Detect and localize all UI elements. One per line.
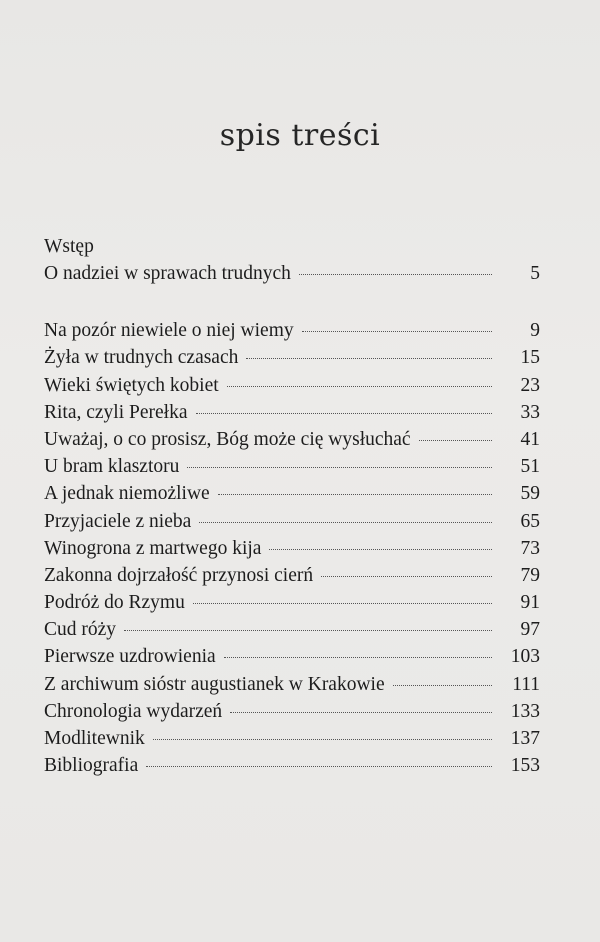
toc-entry bbox=[44, 671, 540, 698]
toc-entry-title: A jednak niemożliwe bbox=[44, 483, 210, 505]
toc-entry bbox=[44, 344, 540, 371]
dot-leader bbox=[196, 413, 493, 414]
toc-entry-page-number: 137 bbox=[510, 728, 540, 749]
dot-leader bbox=[302, 331, 492, 332]
dot-leader bbox=[269, 549, 492, 550]
toc-entry-title: U bram klasztoru bbox=[44, 456, 180, 478]
toc-entry-title: Pierwsze uzdrowienia bbox=[44, 646, 216, 668]
toc-entry bbox=[44, 508, 540, 535]
intro-heading: Wstęp bbox=[44, 236, 94, 257]
toc-entry bbox=[44, 372, 540, 399]
toc-entry bbox=[44, 562, 540, 589]
dot-leader bbox=[321, 576, 492, 577]
dot-leader bbox=[153, 739, 492, 740]
intro-entries bbox=[44, 260, 540, 287]
toc-entry-title: Cud róży bbox=[44, 619, 117, 641]
toc-entry-title: Zakonna dojrzałość przynosi cierń bbox=[44, 564, 314, 586]
toc-entry-title: Żyła w trudnych czasach bbox=[44, 347, 239, 369]
toc-entry-title: O nadziei w sprawach trudnych bbox=[44, 263, 291, 284]
dot-leader bbox=[299, 274, 492, 275]
toc-entry bbox=[44, 589, 540, 616]
toc-entry-page-number: 111 bbox=[512, 673, 540, 695]
toc-entry-title: Przyjaciele z nieba bbox=[44, 510, 192, 532]
section-gap bbox=[44, 287, 540, 317]
toc-entry-title: Uważaj, o co prosisz, Bóg może cię wysłuchać bbox=[44, 428, 411, 450]
toc-entry-page-number: 33 bbox=[520, 401, 540, 423]
toc-entry-title: Wieki świętych kobiet bbox=[44, 374, 219, 396]
dot-leader bbox=[393, 685, 492, 686]
toc-entry bbox=[44, 535, 540, 562]
toc-entry-title: Bibliografia bbox=[44, 755, 139, 777]
dot-leader bbox=[246, 358, 492, 359]
toc-entry-title: Chronologia wydarzeń bbox=[44, 700, 223, 722]
toc-entry bbox=[44, 698, 540, 725]
toc-entry-title: Winogrona z martwego kija bbox=[44, 537, 262, 559]
chapter-entries bbox=[44, 317, 540, 779]
toc-entry-page-number: 15 bbox=[520, 347, 540, 369]
toc-entry bbox=[44, 426, 540, 453]
toc-entry bbox=[44, 616, 540, 643]
toc-entry-title: Z archiwum sióstr augustianek w Krakowie bbox=[44, 673, 385, 695]
toc-entry-page-number: 133 bbox=[510, 700, 540, 722]
toc-entry-page-number: 23 bbox=[520, 374, 540, 396]
dot-leader bbox=[199, 522, 492, 523]
table-of-contents bbox=[44, 233, 540, 779]
dot-leader bbox=[146, 766, 492, 767]
toc-entry-title: Na pozór niewiele o niej wiemy bbox=[44, 320, 294, 342]
toc-entry bbox=[44, 752, 540, 779]
dot-leader bbox=[419, 440, 492, 441]
dot-leader bbox=[124, 630, 492, 631]
dot-leader bbox=[230, 712, 492, 713]
dot-leader bbox=[227, 386, 492, 387]
toc-entry-title: Rita, czyli Perełka bbox=[44, 401, 188, 423]
toc-entry bbox=[44, 260, 540, 287]
dot-leader bbox=[224, 657, 492, 658]
toc-entry-page-number: 73 bbox=[520, 537, 540, 559]
toc-entry-page-number: 65 bbox=[520, 510, 540, 532]
toc-entry-page-number: 97 bbox=[520, 619, 540, 641]
toc-entry bbox=[44, 317, 540, 344]
toc-entry bbox=[44, 399, 540, 426]
toc-entry bbox=[44, 453, 540, 480]
toc-entry-page-number: 51 bbox=[520, 456, 540, 478]
toc-entry-page-number: 59 bbox=[520, 483, 540, 505]
toc-entry-page-number: 91 bbox=[520, 592, 540, 614]
toc-entry-page-number: 9 bbox=[530, 320, 540, 342]
toc-entry-page-number: 41 bbox=[520, 428, 540, 450]
toc-entry-page-number: 79 bbox=[520, 564, 540, 586]
toc-entry-page-number: 103 bbox=[510, 646, 540, 668]
page-title: spis treści bbox=[219, 118, 381, 153]
toc-entry bbox=[44, 480, 540, 507]
toc-entry-page-number: 153 bbox=[510, 755, 540, 777]
toc-entry-title: Podróż do Rzymu bbox=[44, 592, 185, 614]
dot-leader bbox=[218, 494, 492, 495]
dot-leader bbox=[193, 603, 492, 604]
dot-leader bbox=[187, 467, 492, 468]
toc-entry-page-number: 5 bbox=[530, 263, 540, 284]
toc-entry bbox=[44, 725, 540, 752]
toc-entry-title: Modlitewnik bbox=[44, 728, 145, 749]
toc-entry bbox=[44, 643, 540, 670]
